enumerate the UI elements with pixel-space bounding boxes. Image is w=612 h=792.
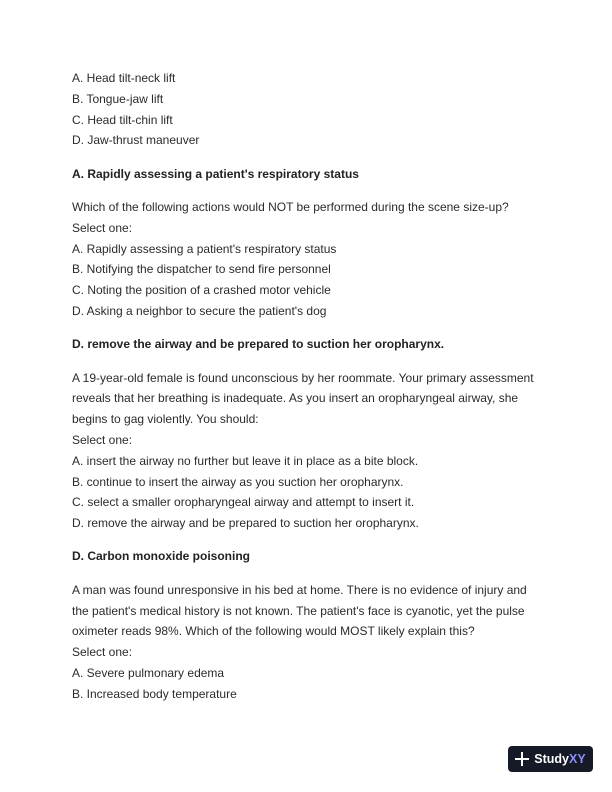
option-line: B. Notifying the dispatcher to send fire personnel (72, 262, 331, 277)
option-line: A. insert the airway no further but leave it in place as a bite block. (72, 453, 419, 468)
answer-heading: D. Carbon monoxide poisoning (72, 549, 250, 564)
document-page (72, 68, 552, 705)
badge-text-study: Study (534, 752, 570, 766)
answer-heading: A. Rapidly assessing a patient's respiratory status (72, 166, 359, 181)
question-text: A 19-year-old female is found unconscious by her roommate. Your primary assessment (72, 370, 534, 385)
select-one-label: Select one: (72, 220, 133, 235)
option-line: C. Head tilt-chin lift (72, 112, 173, 127)
option-line: A. Head tilt-neck lift (72, 71, 176, 85)
studyxy-badge[interactable] (508, 746, 593, 772)
option-line: B. continue to insert the airway as you suction her oropharynx. (72, 474, 404, 489)
option-line: A. Severe pulmonary edema (72, 665, 225, 680)
question-text: begins to gag violently. You should: (72, 412, 259, 427)
answer-heading: D. remove the airway and be prepared to suction her oropharynx. (72, 337, 445, 352)
option-line: B. Tongue-jaw lift (72, 91, 164, 106)
option-line: C. Noting the position of a crashed motor vehicle (72, 283, 331, 298)
options-block (72, 68, 552, 151)
option-line: D. Asking a neighbor to secure the patient's dog (72, 303, 327, 318)
question-text: A man was found unresponsive in his bed at home. There is no evidence of injury and (72, 582, 527, 597)
option-line: C. select a smaller oropharyngeal airway and attempt to insert it. (72, 495, 415, 510)
question-text: the patient's medical history is not known. The patient's face is cyanotic, yet the pulse (72, 603, 525, 618)
question-block (72, 197, 552, 322)
question-block (72, 368, 552, 534)
select-one-label: Select one: (72, 645, 133, 660)
plus-icon (515, 752, 529, 766)
option-line: A. Rapidly assessing a patient's respiratory status (72, 241, 337, 256)
question-text: Which of the following actions would NOT be performed during the scene size-up? (72, 199, 509, 214)
question-text: reveals that her breathing is inadequate. As you insert an oropharyngeal airway, she (72, 391, 519, 406)
select-one-label: Select one: (72, 432, 133, 447)
question-block (72, 580, 552, 705)
option-line: B. Increased body temperature (72, 686, 237, 701)
badge-text-xy: XY (569, 752, 586, 766)
question-text: oximeter reads 98%. Which of the following would MOST likely explain this? (72, 624, 475, 639)
option-line: D. Jaw-thrust maneuver (72, 133, 200, 148)
option-line: D. remove the airway and be prepared to suction her oropharynx. (72, 516, 419, 531)
